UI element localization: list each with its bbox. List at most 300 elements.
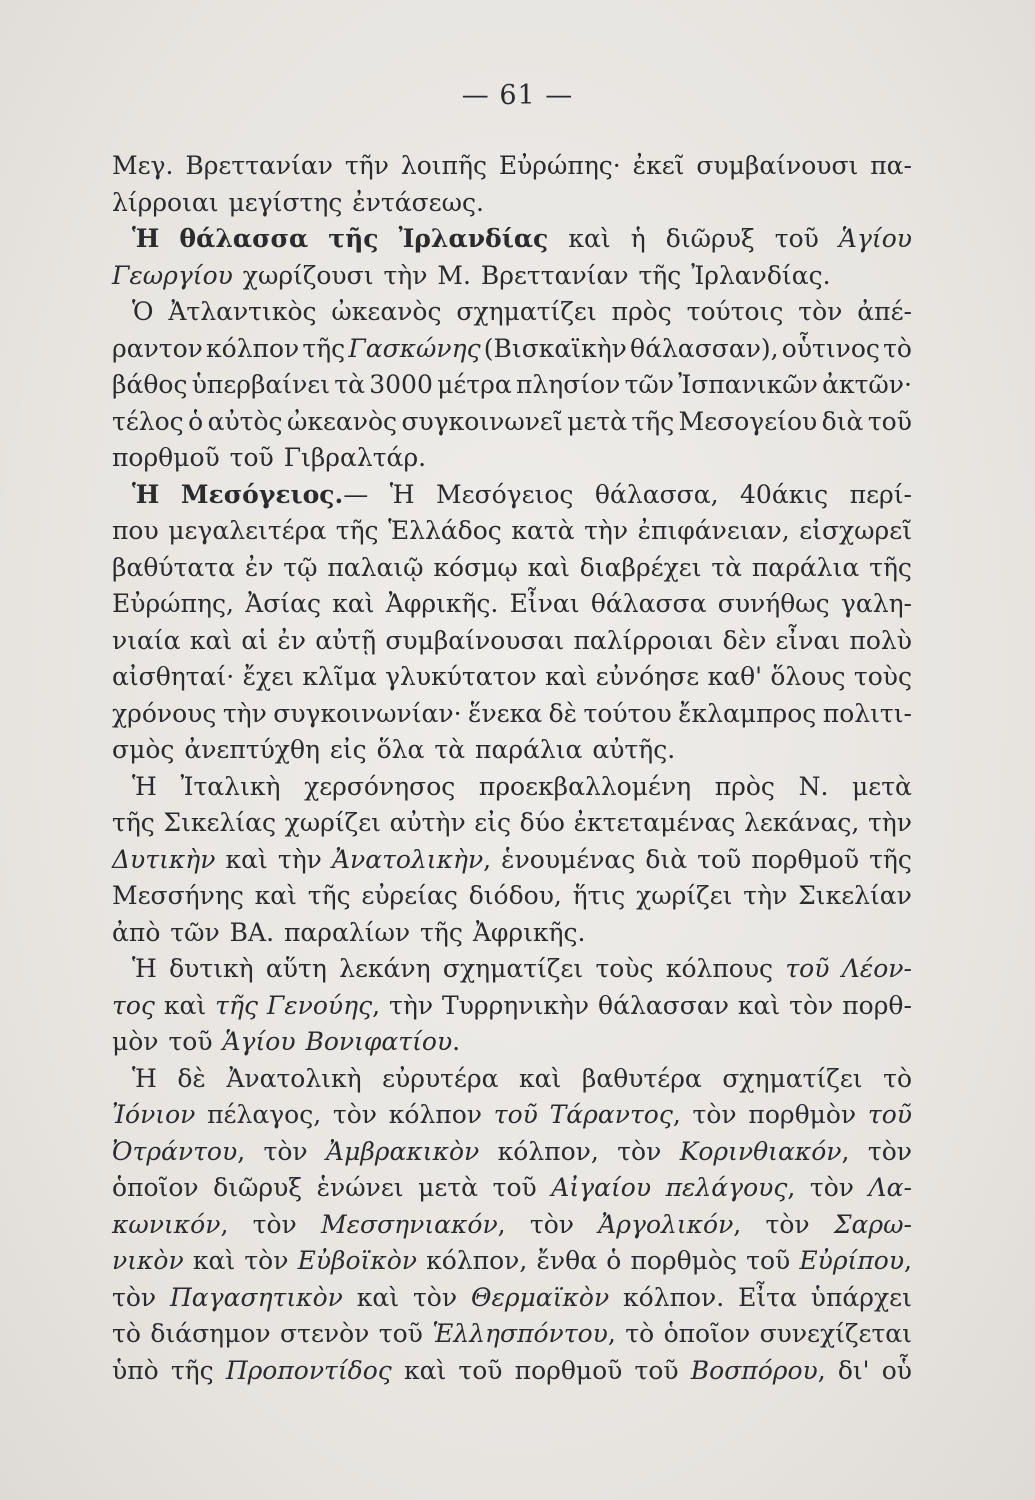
text-fragment: πλησίον — [515, 370, 621, 399]
text-word — [869, 550, 912, 587]
text-word — [511, 513, 574, 550]
text-fragment: καὶ — [527, 552, 570, 582]
text-word — [798, 294, 842, 331]
text-word — [882, 1353, 912, 1390]
text-fragment: ὠκεανὸς — [286, 406, 398, 436]
text-word — [635, 1353, 679, 1390]
text-fragment: δυτικὴ — [169, 954, 254, 983]
text-word — [390, 805, 466, 842]
text-word — [551, 1170, 651, 1207]
text-fragment: συμβαίνουσαι — [385, 625, 565, 655]
text-segment: μὸν τοῦ — [112, 1027, 223, 1056]
text-word — [321, 1207, 506, 1244]
text-word — [112, 1353, 159, 1390]
text-line — [112, 1207, 912, 1244]
text-fragment: Μεγ. — [112, 151, 174, 180]
italic-term: Ἀνατολικὴν — [331, 844, 484, 874]
italic-term: Τάραντος — [549, 1100, 673, 1129]
text-fragment: τοῦ — [774, 224, 819, 253]
text-word — [766, 1207, 810, 1244]
text-word — [810, 1170, 854, 1207]
text-word — [606, 1243, 621, 1280]
text-fragment: κόλπον, — [497, 1136, 599, 1166]
text-word — [245, 550, 274, 587]
text-fragment: τὸν — [529, 1209, 574, 1239]
text-fragment: τὸν — [617, 1136, 662, 1166]
text-fragment: βαθύτατα — [112, 552, 236, 582]
text-word — [738, 988, 780, 1025]
text-fragment: διάσημον — [150, 1319, 271, 1348]
text-fragment: μεγαλειτέρα — [168, 516, 327, 545]
text-word — [304, 769, 455, 806]
text-fragment: τὸν — [263, 1136, 308, 1166]
text-fragment: συγκοινωνίαν· — [273, 698, 462, 728]
text-word — [722, 1061, 862, 1098]
text-fragment: σχηματίζει — [456, 297, 597, 326]
text-word — [536, 1243, 597, 1280]
text-fragment: τῆς — [170, 1355, 214, 1385]
text-line — [112, 1316, 912, 1353]
text-fragment: τῷ — [283, 552, 318, 582]
text-fragment: κλῖμα — [302, 662, 377, 691]
text-line — [112, 951, 912, 988]
text-fragment: τῆς — [112, 808, 155, 837]
text-fragment: τὰ — [334, 370, 366, 399]
text-fragment: λοιπῆς — [400, 151, 487, 180]
text-fragment: Εἶναι — [509, 589, 580, 618]
text-fragment: κόλπον — [388, 1100, 482, 1129]
italic-term: Γενούης — [266, 990, 373, 1020]
text-fragment: παράλια — [751, 552, 860, 582]
text-word — [169, 951, 254, 988]
text-word — [870, 148, 912, 185]
text-word — [567, 404, 627, 441]
text-word — [188, 404, 203, 441]
text-word — [386, 586, 499, 623]
text-fragment: τὴν — [743, 881, 788, 910]
text-fragment: τὸν — [809, 1173, 854, 1202]
text-word — [308, 878, 351, 915]
text-fragment: γλυκύτατον — [385, 662, 537, 691]
text-word — [442, 988, 589, 1025]
text-line — [112, 294, 912, 331]
text-fragment: πέλαγος, — [207, 1100, 322, 1129]
text-word — [493, 1170, 537, 1207]
text-fragment: Σικελίας — [163, 808, 277, 837]
text-word — [838, 1353, 870, 1390]
text-segment: πορθμοῦ τοῦ Γιβραλτάρ. — [112, 443, 427, 472]
text-word — [598, 1207, 741, 1244]
italic-term: τοῦ — [867, 1100, 912, 1129]
text-line — [112, 1134, 912, 1171]
text-word — [823, 696, 912, 733]
text-fragment: καὶ — [163, 990, 207, 1020]
text-fragment: νιαία — [112, 625, 181, 655]
text-word — [179, 221, 308, 258]
italic-term: Προποντίδος — [225, 1355, 392, 1385]
text-fragment: δὲ — [177, 1063, 206, 1093]
text-line — [112, 513, 912, 550]
text-fragment: ἔνθα — [536, 1246, 598, 1275]
text-fragment: , — [607, 1319, 616, 1348]
text-fragment: , — [237, 1136, 246, 1166]
text-fragment: τοὺς — [595, 954, 654, 983]
text-word — [583, 696, 671, 733]
text-word — [112, 659, 234, 696]
text-word — [302, 331, 345, 368]
text-word — [112, 696, 216, 733]
text-word — [679, 404, 818, 441]
text-fragment: τοῦ — [634, 1355, 679, 1385]
text-fragment: τὸν — [252, 1209, 297, 1239]
text-line — [112, 878, 912, 915]
text-fragment: αὐτὸς — [207, 406, 283, 436]
text-fragment: βάθος — [112, 370, 188, 399]
text-fragment: συγκοινωνεῖ — [401, 406, 563, 436]
text-word — [458, 1353, 502, 1390]
text-word — [596, 659, 699, 696]
section-heading: Ἰρλανδίας — [398, 224, 549, 253]
text-word — [150, 1316, 270, 1353]
text-word — [798, 878, 912, 915]
text-fragment: οὗ — [881, 1355, 912, 1385]
text-word — [595, 951, 653, 988]
text-word — [744, 805, 859, 842]
text-fragment: διὰ — [645, 844, 688, 874]
text-word — [287, 404, 397, 441]
text-word — [718, 586, 830, 623]
text-fragment: ὅλους — [770, 662, 846, 691]
text-line — [112, 659, 912, 696]
text-word — [112, 513, 159, 550]
text-word — [868, 1134, 912, 1171]
text-word — [484, 331, 627, 368]
text-word — [226, 1061, 361, 1098]
text-fragment: καὶ — [225, 844, 268, 874]
text-word — [193, 1243, 235, 1280]
text-line — [112, 988, 912, 1025]
text-fragment: λεκάνη — [339, 954, 431, 983]
text-fragment: αὕτη — [265, 954, 327, 983]
text-word — [582, 1061, 702, 1098]
text-word — [112, 1243, 184, 1280]
text-line — [112, 696, 912, 733]
text-line — [112, 1097, 912, 1134]
text-word — [388, 513, 502, 550]
text-word — [550, 1097, 681, 1134]
text-fragment: δὲ — [548, 698, 578, 728]
italic-term: τῆς — [215, 990, 258, 1020]
text-fragment: (Βισκαϊκὴν — [483, 333, 627, 363]
text-word — [389, 988, 433, 1025]
italic-term: πελάγους — [665, 1173, 788, 1202]
text-word — [638, 513, 790, 550]
text-fragment: τὸ — [883, 1063, 912, 1093]
text-word — [223, 696, 267, 733]
section-heading: τῆς — [328, 224, 379, 253]
text-word — [112, 805, 155, 842]
text-fragment: εἰς — [474, 808, 512, 837]
text-word — [748, 1097, 856, 1134]
text-word — [530, 1207, 574, 1244]
text-fragment: τὴν — [584, 516, 629, 545]
text-word — [401, 404, 562, 441]
text-fragment: ἔκλαμπρος — [678, 698, 817, 728]
text-word — [226, 1353, 392, 1390]
text-word — [666, 951, 773, 988]
text-word — [528, 550, 570, 587]
text-word — [770, 659, 845, 696]
text-word — [883, 1061, 912, 1098]
text-fragment: τοῦ — [746, 1246, 791, 1275]
text-word — [574, 805, 736, 842]
text-fragment: πορθμοῦ — [751, 844, 860, 874]
text-word — [255, 878, 297, 915]
text-word — [595, 477, 719, 514]
text-fragment: ὠκεανὸς — [331, 297, 442, 326]
text-word — [190, 623, 232, 660]
text-fragment: Ἰταλικὴ — [180, 771, 281, 801]
text-fragment: τὴν — [389, 990, 434, 1020]
text-fragment: βαθυτέρα — [581, 1063, 702, 1093]
text-fragment: Ἑλλάδος — [388, 516, 502, 545]
text-word — [132, 1061, 157, 1098]
section-heading: θάλασσα — [179, 224, 309, 253]
text-fragment: στενὸν — [280, 1319, 370, 1348]
text-line — [112, 258, 912, 295]
text-fragment: τὸν — [244, 1246, 289, 1275]
text-word — [868, 1097, 912, 1134]
text-fragment: τὸν — [692, 1100, 737, 1129]
text-word — [510, 586, 580, 623]
text-word — [456, 294, 596, 331]
text-word — [868, 805, 912, 842]
text-word — [112, 586, 234, 623]
text-word — [112, 367, 187, 404]
text-fragment: πα- — [870, 151, 912, 180]
text-fragment: τῶν — [624, 370, 674, 399]
italic-term: Λα- — [868, 1173, 912, 1202]
text-fragment: που — [112, 516, 159, 545]
text-fragment: ἥτις — [572, 881, 626, 910]
text-line — [112, 331, 912, 368]
text-fragment: ἐπιφάνειαν, — [637, 516, 790, 545]
italic-term: Μεσσηνιακόν — [321, 1209, 498, 1239]
text-fragment: ἐν — [277, 625, 306, 655]
italic-term: Γασκώνης — [348, 333, 481, 363]
text-word — [549, 696, 577, 733]
text-word — [112, 623, 181, 660]
text-fragment: 3000 — [369, 370, 433, 399]
text-fragment: τοῦ — [378, 1319, 423, 1348]
text-fragment: τὴν — [222, 698, 267, 728]
text-word — [775, 221, 819, 258]
italic-term: Ἀμβρακικὸν — [326, 1136, 480, 1166]
text-fragment: αὐτὴν — [389, 808, 466, 837]
text-fragment: τὴν — [277, 844, 322, 874]
text-word — [315, 623, 376, 660]
text-word — [332, 842, 491, 879]
text-word — [760, 1316, 912, 1353]
text-fragment: γαλη- — [840, 589, 912, 618]
text-word — [591, 586, 707, 623]
text-word — [799, 769, 829, 806]
text-fragment: κόλπον. — [623, 1282, 725, 1312]
text-line — [112, 1024, 912, 1061]
section-heading: Ἡ — [132, 224, 160, 253]
text-fragment: συνεχίζεται — [759, 1319, 912, 1348]
text-word — [631, 404, 674, 441]
italic-term: τος — [112, 990, 155, 1020]
text-fragment: σχηματίζει — [442, 954, 584, 983]
text-word — [333, 1097, 377, 1134]
text-word — [568, 221, 610, 258]
text-fragment: χωρίζει — [284, 808, 381, 837]
text-word — [112, 1134, 245, 1171]
text-word — [839, 221, 912, 258]
text-word — [171, 1353, 214, 1390]
text-word — [697, 842, 741, 879]
text-word — [112, 878, 244, 915]
text-fragment: Μεσογείου — [678, 406, 818, 436]
text-fragment: Ὁ — [132, 297, 154, 326]
text-line — [112, 769, 912, 806]
text-fragment: Ἀτλαντικὸς — [168, 297, 317, 326]
text-fragment: θάλασσαν — [598, 990, 729, 1020]
text-word — [213, 1170, 302, 1207]
text-word — [245, 586, 321, 623]
text-word — [687, 294, 784, 331]
text-fragment: ἑνουμένας — [501, 844, 636, 874]
text-fragment: συνήθως — [717, 589, 830, 618]
text-word — [468, 696, 542, 733]
italic-term: Ἰόνιον — [112, 1100, 196, 1129]
text-fragment: , — [841, 1136, 850, 1166]
text-word — [285, 805, 381, 842]
text-fragment: Εὐρώπης, — [112, 589, 234, 618]
text-word — [612, 294, 672, 331]
text-fragment: , — [787, 1173, 796, 1202]
text-fragment: Βρεττανίαν — [185, 151, 334, 180]
text-word — [241, 623, 268, 660]
text-line — [112, 805, 912, 842]
text-fragment: Μεσσήνης — [112, 881, 244, 910]
text-word — [253, 1207, 297, 1244]
text-word — [277, 623, 306, 660]
text-fragment: καὶ — [254, 881, 297, 910]
text-fragment: τὸν — [789, 990, 834, 1020]
text-fragment: Εὐρώπης· — [498, 151, 621, 180]
text-word — [206, 331, 299, 368]
italic-term: Παγασητικὸν — [170, 1282, 343, 1312]
text-fragment: Ἡ — [389, 479, 415, 509]
text-fragment: μετὰ — [852, 771, 912, 801]
text-line — [112, 1061, 912, 1098]
text-word — [678, 696, 816, 733]
text-word — [842, 988, 912, 1025]
text-fragment: χωρίζει — [636, 881, 733, 910]
text-fragment: θάλασσαν), — [630, 333, 779, 363]
text-fragment: , — [672, 1100, 681, 1129]
text-word — [499, 148, 621, 185]
italic-term: Ἁγίου — [838, 224, 912, 253]
text-word — [418, 1170, 478, 1207]
text-word — [494, 1097, 538, 1134]
text-fragment: ὑπάρχει — [810, 1282, 912, 1312]
text-fragment: τὸν — [112, 1282, 157, 1312]
text-word — [617, 1134, 661, 1171]
text-word — [633, 148, 685, 185]
text-fragment: τῆς — [869, 552, 912, 582]
text-line — [112, 1353, 912, 1390]
text-word — [437, 367, 512, 404]
text-word — [361, 878, 457, 915]
text-word — [401, 148, 487, 185]
text-fragment: ἑνώνει — [316, 1173, 404, 1202]
text-word — [811, 1280, 912, 1317]
italic-term: Ἀργολικόν — [598, 1209, 734, 1239]
text-fragment: τὸν — [332, 1100, 378, 1129]
text-fragment: ἀπέ- — [857, 297, 912, 326]
text-word — [185, 148, 333, 185]
text-fragment: ἐν — [244, 552, 274, 582]
text-fragment: — — [343, 479, 369, 509]
text-word — [474, 805, 511, 842]
text-line — [112, 550, 912, 587]
text-word — [696, 148, 858, 185]
text-word — [433, 550, 517, 587]
body-text — [112, 148, 912, 1389]
text-fragment: Ἡ — [132, 771, 157, 801]
text-fragment: τοῦ — [492, 1173, 537, 1202]
text-word — [516, 367, 620, 404]
text-word — [243, 659, 294, 696]
text-word — [327, 550, 423, 587]
italic-term: Κορινθιακόν — [679, 1136, 842, 1166]
text-fragment: δι' — [837, 1355, 870, 1385]
italic-term: Εὐβοϊκὸν — [297, 1246, 417, 1275]
text-fragment: πολιτι- — [822, 698, 912, 728]
text-word — [112, 550, 235, 587]
text-fragment: τῆς — [307, 881, 351, 910]
text-word — [332, 586, 374, 623]
text-word — [273, 696, 461, 733]
text-word — [471, 1280, 609, 1317]
text-fragment: καὶ — [332, 589, 375, 618]
text-word — [631, 221, 646, 258]
text-fragment: Ἀσίας — [245, 589, 321, 618]
text-word — [345, 148, 389, 185]
text-word — [334, 367, 365, 404]
text-segment: Γεωργίου — [112, 260, 233, 290]
text-fragment: Ἀφρικῆς. — [385, 589, 499, 618]
text-fragment: μέτρα — [437, 370, 512, 399]
text-fragment: ραντον — [112, 333, 203, 363]
text-fragment: τῆς — [869, 844, 912, 874]
italic-term: Ἑλλησπόντου — [432, 1319, 608, 1348]
text-word — [723, 623, 767, 660]
text-word — [385, 623, 564, 660]
text-word — [112, 1170, 199, 1207]
text-word — [799, 1243, 912, 1280]
text-fragment: Ν. — [798, 771, 829, 801]
text-fragment: αἰσθηταί· — [112, 662, 235, 691]
text-word — [112, 1316, 141, 1353]
text-word — [841, 586, 912, 623]
text-fragment: θάλασσα — [590, 589, 707, 618]
text-line — [112, 1243, 912, 1280]
text-word — [573, 878, 626, 915]
